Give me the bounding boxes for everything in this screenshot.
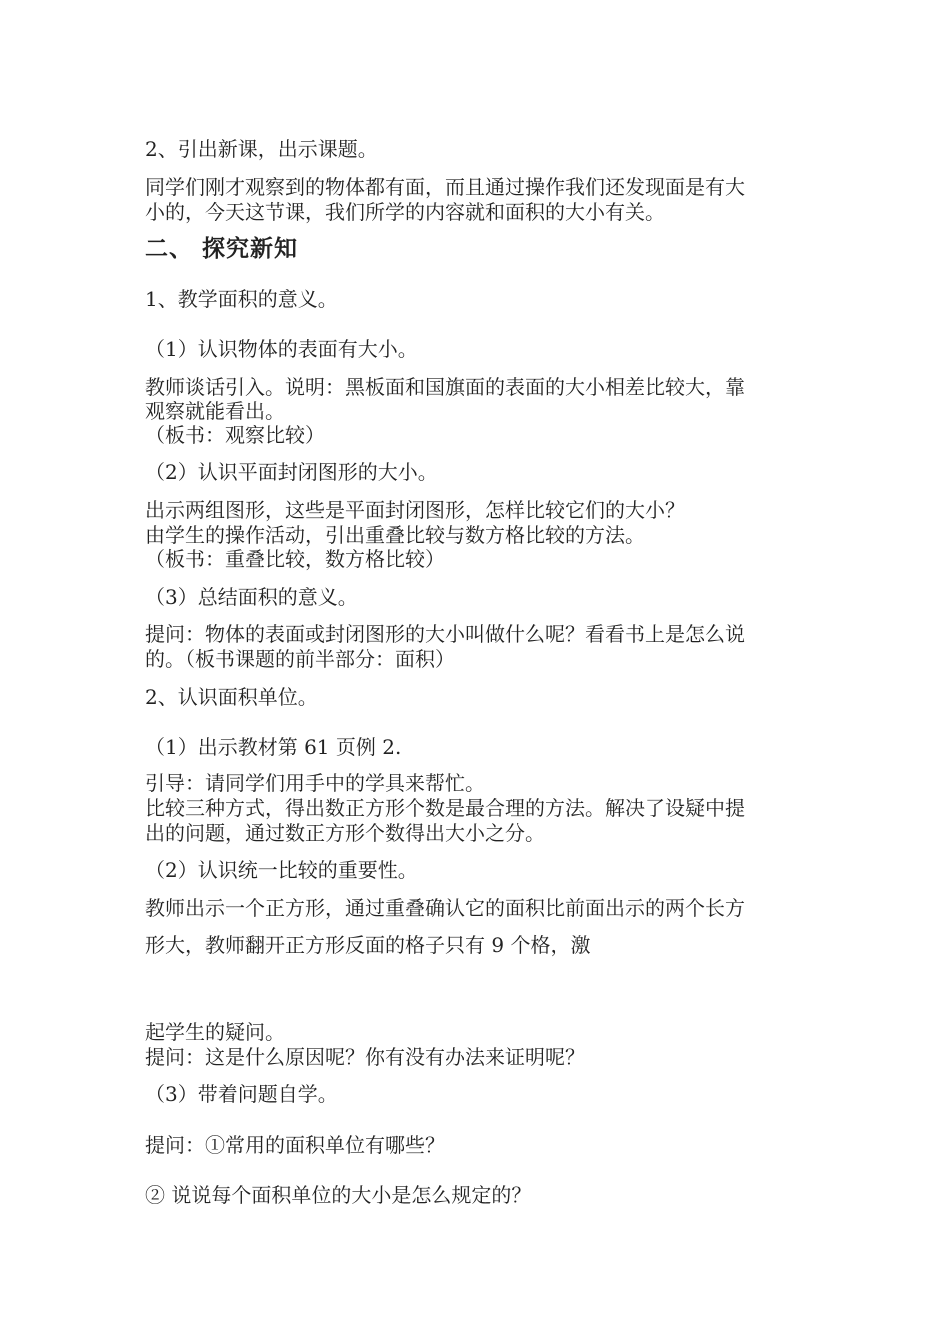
paragraph-text: 比较三种方式，得出数正方形个数是最合理的方法。解决了设疑中提 — [145, 796, 745, 820]
paragraph-text: 出的问题，通过数正方形个数得出大小之分。 — [145, 821, 545, 845]
paragraph-text: 出示两组图形，这些是平面封闭图形，怎样比较它们的大小？ — [145, 498, 685, 522]
step-heading: （1）出示教材第 61 页例 2. — [145, 735, 402, 759]
paragraph-text: 教师出示一个正方形，通过重叠确认它的面积比前面出示的两个长方 — [145, 896, 745, 920]
paragraph-text: 形大，教师翻开正方形反面的格子只有 9 个格，激 — [145, 933, 591, 957]
paragraph-text: 小的，今天这节课，我们所学的内容就和面积的大小有关。 — [145, 200, 665, 224]
step-heading: （1）认识物体的表面有大小。 — [145, 337, 418, 361]
paragraph-text: 教师谈话引入。说明：黑板面和国旗面的表面的大小相差比较大，靠 — [145, 375, 745, 399]
subsection-heading: 2、认识面积单位。 — [145, 685, 318, 709]
subsection-heading: 1、教学面积的意义。 — [145, 287, 338, 311]
board-note: （板书：观察比较） — [145, 423, 325, 447]
paragraph-text: 提问：这是什么原因呢？你有没有办法来证明呢？ — [145, 1045, 585, 1069]
paragraph-text: 观察就能看出。 — [145, 399, 285, 423]
question-item: ② 说说每个面积单位的大小是怎么规定的？ — [145, 1183, 532, 1207]
paragraph-text: 由学生的操作活动，引出重叠比较与数方格比较的方法。 — [145, 523, 645, 547]
paragraph-text: 提问：物体的表面或封闭图形的大小叫做什么呢？看看书上是怎么说 — [145, 622, 745, 646]
step-heading: （3）带着问题自学。 — [145, 1082, 338, 1106]
step-heading: （3）总结面积的意义。 — [145, 585, 358, 609]
question-item: 提问：①常用的面积单位有哪些？ — [145, 1133, 445, 1157]
step-heading: （2）认识平面封闭图形的大小。 — [145, 460, 438, 484]
paragraph-text: 的。（板书课题的前半部分：面积） — [145, 647, 455, 671]
step-heading: （2）认识统一比较的重要性。 — [145, 858, 418, 882]
paragraph-text: 同学们刚才观察到的物体都有面，而且通过操作我们还发现面是有大 — [145, 175, 745, 199]
section-heading: 二、 探究新知 — [145, 236, 299, 262]
board-note: （板书：重叠比较，数方格比较） — [145, 547, 445, 571]
paragraph-text: 起学生的疑问。 — [145, 1020, 285, 1044]
paragraph-text: 引导：请同学们用手中的学具来帮忙。 — [145, 771, 485, 795]
paragraph-intro-new-lesson: 2、引出新课，出示课题。 — [145, 137, 378, 161]
